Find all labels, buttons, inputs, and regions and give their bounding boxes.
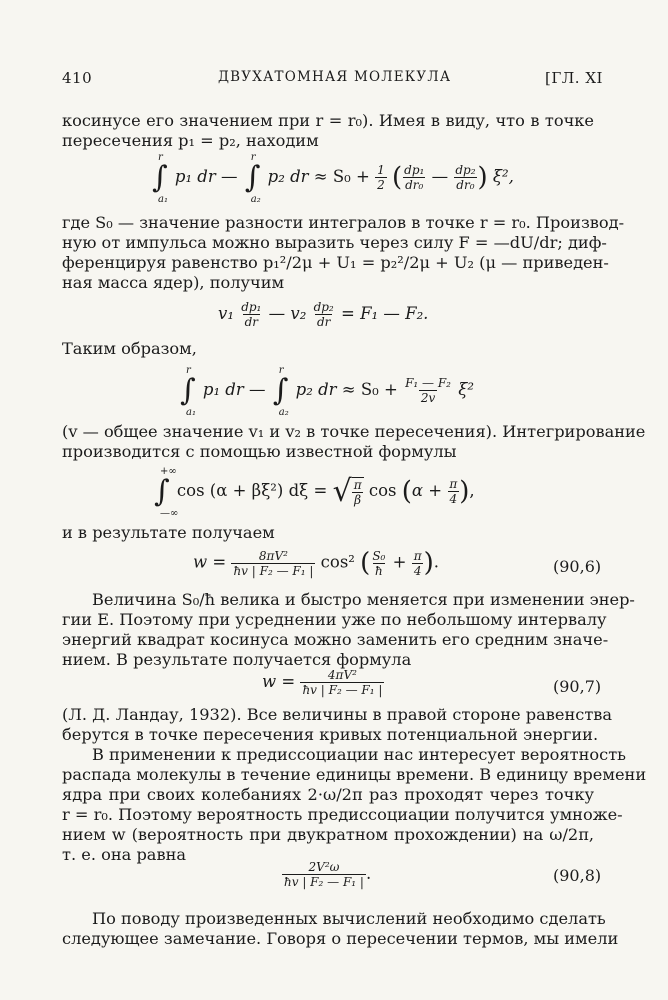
integral-sign: ∫ r a₁ <box>152 152 168 205</box>
text-line: По поводу произведенных вычислений необходимо сделать <box>92 909 606 928</box>
text-line: (v — общее значение v₁ и v₂ в точке пересечения). Интегрирование <box>62 422 646 441</box>
square-root-sign: √ <box>332 474 352 509</box>
text-line: ную от импульса можно выразить через силу F = —dU/dr; диф- <box>62 233 607 252</box>
text-line: Таким образом, <box>62 339 197 358</box>
fraction: $\frac{\text{F₁ — F₂}}{2v}$ <box>405 376 451 405</box>
equation-7: $\frac{\text{2V²ω}}{\text{ħv | F₂ — F₁ |}}$ . <box>284 860 372 889</box>
text-line: следующее замечание. Говоря о пересечении термов, мы имели <box>62 929 619 948</box>
equation-4: ∫ +∞ —∞ cos (α + βξ²) dξ = √ $\frac{\pi}{\beta}$ cos (α + $\frac{\pi}{4}$ ), <box>154 466 475 519</box>
fraction: $\frac{\text{S₀}}{ħ}$ <box>372 548 386 578</box>
text-line: т. е. она равна <box>62 845 187 864</box>
fraction: $\frac{\text{2V²ω}}{\text{ħv | F₂ — F₁ |}}$ <box>284 860 364 889</box>
text-line: (Л. Д. Ландау, 1932). Все величины в правой стороне равенства <box>62 705 613 724</box>
fraction: $\frac{\pi}{4}$ <box>449 477 458 506</box>
equation-1: ∫ r a₁ p₁ dr — ∫ r a₂ p₂ dr ≈ S₀ + $\frac{1}{2}$ ( $\frac{\text{dp₁}}{\text{dr₀}}$ — $\frac{\text{dp₂}}{\text{dr₀}}$ ) ξ², <box>152 152 514 205</box>
text-line: энергий квадрат косинуса можно заменить его средним значе- <box>62 630 609 649</box>
text-line: и в результате получаем <box>62 523 275 542</box>
equation-5: w = $\frac{\text{8πV²}}{\text{ħv | F₂ — F₁ |}}$ cos² ( $\frac{\text{S₀}}{ħ}$ + $\frac{\pi}{4}$ ). <box>193 548 439 578</box>
equation-number: (90,6) <box>553 557 602 576</box>
text-line: ная масса ядер), получим <box>62 273 285 292</box>
text-line: В применении к предиссоциации нас интересует вероятность <box>92 745 626 764</box>
fraction: $\frac{\text{dp₁}}{dr}$ <box>241 300 262 329</box>
fraction: $\frac{\text{4πV²}}{\text{ħv | F₂ — F₁ |}}$ <box>302 668 383 697</box>
equation-number: (90,7) <box>553 677 602 696</box>
page-number: 410 <box>62 69 93 87</box>
integral-sign: ∫ r a₁ <box>180 365 196 418</box>
integral-sign: ∫ +∞ —∞ <box>154 466 179 519</box>
fraction: $\frac{\text{dp₂}}{dr}$ <box>313 300 334 329</box>
text-line: нием. В результате получается формула <box>62 650 412 669</box>
text-line: производится с помощью известной формулы <box>62 442 457 461</box>
fraction: $\frac{\pi}{4}$ <box>413 548 422 578</box>
chapter-label: [ГЛ. XI <box>545 69 603 87</box>
fraction: $\frac{\text{dp₂}}{\text{dr₀}}$ <box>455 163 476 192</box>
equation-3: ∫ r a₁ p₁ dr — ∫ r a₂ p₂ dr ≈ S₀ + $\frac{\text{F₁ — F₂}}{2v}$ ξ² <box>180 365 474 418</box>
integral-sign: ∫ r a₂ <box>272 365 289 418</box>
root-bar <box>352 477 364 507</box>
fraction: $\frac{\text{dp₁}}{\text{dr₀}}$ <box>404 163 425 192</box>
text-line: гии E. Поэтому при усреднении уже по небольшому интервалу <box>62 610 607 629</box>
text-line: где S₀ — значение разности интегралов в точке r = r₀. Производ- <box>62 213 625 232</box>
text-line: ференцируя равенство p₁²/2μ + U₁ = p₂²/2μ + U₂ (μ — приведен- <box>62 253 609 272</box>
fraction: $\frac{\pi}{\beta}$ <box>353 477 362 507</box>
text-line: r = r₀. Поэтому вероятность предиссоциации получится умноже- <box>62 805 623 824</box>
text-line: ядра при своих колебаниях 2·ω/2π раз проходят через точку <box>62 785 594 804</box>
fraction: $\frac{\text{8πV²}}{\text{ħv | F₂ — F₁ |}}$ <box>233 548 314 578</box>
running-title: ДВУХАТОМНАЯ МОЛЕКУЛА <box>218 69 452 85</box>
integral-sign: ∫ r a₂ <box>244 152 261 205</box>
text-line: распада молекулы в течение единицы времени. В единицу времени <box>62 765 647 784</box>
fraction: $\frac{1}{2}$ <box>377 163 385 192</box>
text-line: нием w (вероятность при двукратном прохождении) на ω/2π, <box>62 825 594 844</box>
text-line: пересечения p₁ = p₂, находим <box>62 131 319 150</box>
text-line: берутся в точке пересечения кривых потенциальной энергии. <box>62 725 599 744</box>
text-line: косинусе его значением при r = r₀). Имея в виду, что в точке <box>62 111 594 130</box>
equation-2: v₁ $\frac{\text{dp₁}}{dr}$ — v₂ $\frac{\text{dp₂}}{dr}$ = F₁ — F₂. <box>218 300 429 329</box>
equation-6: w = $\frac{\text{4πV²}}{\text{ħv | F₂ — F₁ |}}$ <box>262 668 383 697</box>
text-line: Величина S₀/ħ велика и быстро меняется при изменении энер- <box>92 590 635 609</box>
equation-number: (90,8) <box>553 866 602 885</box>
